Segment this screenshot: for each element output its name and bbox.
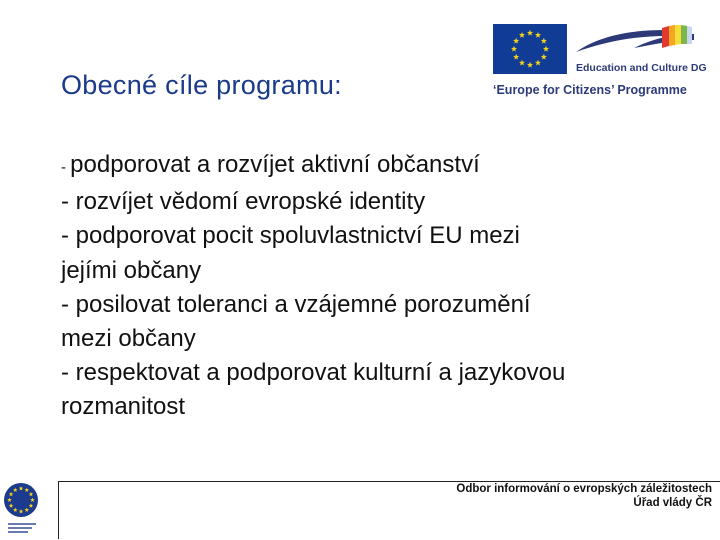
- objective-text: podporovat pocit spoluvlastnictví EU mezi: [75, 222, 520, 250]
- slide-title: Obecné cíle programu:: [61, 70, 342, 100]
- objective-text: respektovat a podporovat kulturní a jazykovou: [75, 359, 566, 387]
- objective-line: [61, 390, 671, 424]
- europe-for-citizens-logo: [490, 22, 705, 102]
- objective-line: [61, 356, 671, 390]
- bullet-dash: -: [61, 188, 76, 216]
- objective-text: rozmanitost: [61, 393, 186, 421]
- objective-line: [61, 148, 671, 185]
- programme-label: ‘Europe for Citizens’ Programme: [493, 83, 687, 97]
- objective-text: podporovat a rozvíjet aktivní občanství: [70, 151, 480, 178]
- objective-line: [61, 254, 671, 288]
- footer-line-1: Odbor informování o evropských záležitostech: [456, 483, 712, 495]
- objectives-list: [61, 148, 671, 425]
- objective-line: [61, 219, 671, 253]
- footer-divider-vertical: [58, 481, 59, 539]
- bullet-dash: -: [61, 359, 76, 387]
- swoosh-icon: [574, 22, 699, 60]
- dg-label: Education and Culture DG: [576, 62, 707, 74]
- objective-line: [61, 322, 671, 356]
- objective-text: mezi občany: [61, 325, 196, 353]
- government-logo-icon: [2, 480, 56, 538]
- objective-text: rozvíjet vědomí evropské identity: [75, 188, 426, 216]
- objective-line: [61, 288, 671, 322]
- bullet-dash: -: [61, 222, 76, 250]
- bullet-dash: -: [61, 290, 76, 318]
- objective-text: jejími občany: [61, 256, 202, 284]
- eu-flag-icon: [493, 24, 567, 74]
- footer-credit: [456, 482, 712, 510]
- footer-line-2: Úřad vlády ČR: [633, 497, 712, 509]
- objective-line: [61, 185, 671, 219]
- objective-text: posilovat toleranci a vzájemné porozumění: [75, 290, 531, 318]
- bullet-dash: -: [61, 159, 71, 176]
